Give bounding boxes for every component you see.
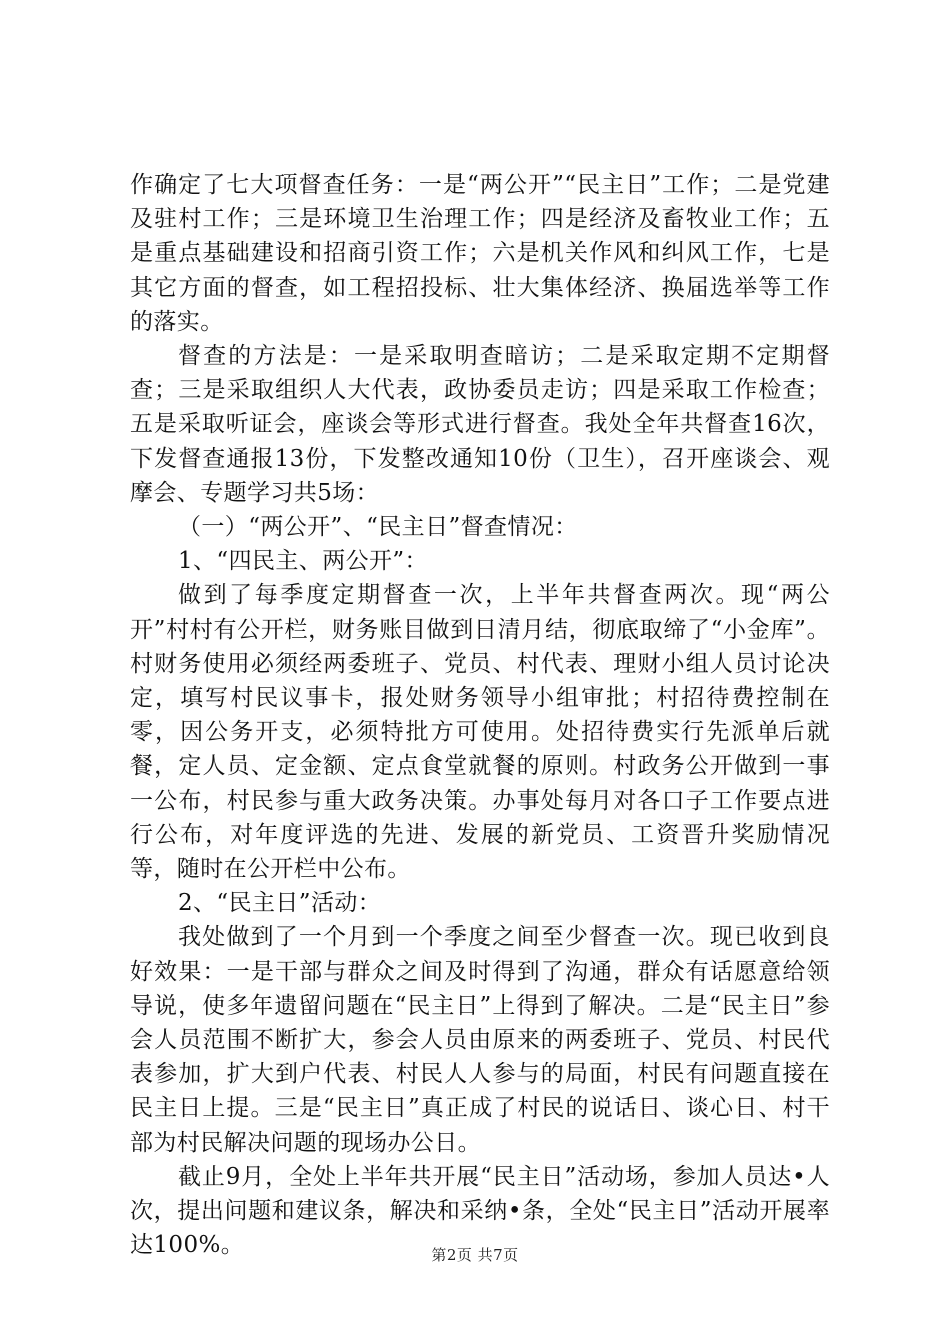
paragraph-inspection-methods: 督查的方法是：一是采取明查暗访；二是采取定期不定期督查；三是采取组织人大代表，政协委员走访；四是采取工作检查；五是采取听证会，座谈会等形式进行督查。我处全年共督查16次，下发督查通报13份，下发整改通知10份（卫生），召开座谈会、观摩会、专题学习共5场： bbox=[130, 343, 830, 506]
paragraph-inspection-tasks: 作确定了七大项督查任务：一是“两公开”“民主日”工作；二是党建及驻村工作；三是环境卫生治理工作；四是经济及畜牧业工作；五是重点基础建设和招商引资工作；六是机关作风和纠风工作，七是其它方面的督查，如工程招投标、壮大集体经济、换届选举等工作的落实。 bbox=[130, 172, 830, 335]
section-heading-two-publics: （一）“两公开”、“民主日”督查情况： bbox=[178, 514, 578, 541]
subheading-four-democracies: 1、“四民主、两公开”： bbox=[178, 548, 428, 575]
subheading-democracy-day: 2、“民主日”活动： bbox=[178, 890, 382, 917]
document-body bbox=[130, 168, 830, 1263]
paragraph-democracy-day-results: 我处做到了一个月到一个季度之间至少督查一次。现已收到良好效果：一是干部与群众之间及时得到了沟通，群众有话愿意给领导说，使多年遗留问题在“民主日”上得到了解决。二是“民主日”参会人员范围不断扩大，参会人员由原来的两委班子、党员、村民代表参加，扩大到户代表、村民人人参与的局面，村民有问题直接在民主日上提。三是“民主日”真正成了村民的说话日、谈心日、村干部为村民解决问题的现场办公日。 bbox=[130, 924, 830, 1156]
paragraph-statistics: 截止9月，全处上半年共开展“民主日”活动场，参加人员达•人次，提出问题和建议条，解决和采纳•条，全处“民主日”活动开展率达100%。 bbox=[130, 1163, 830, 1259]
page-number-footer: 第2页 共7页 bbox=[431, 1246, 519, 1264]
paragraph-quarterly-inspection: 做到了每季度定期督查一次，上半年共督查两次。现“两公开”村村有公开栏，财务账目做到日清月结，彻底取缔了“小金库”。村财务使用必须经两委班子、党员、村代表、理财小组人员讨论决定，填写村民议事卡，报处财务领导小组审批；村招待费控制在零，因公务开支，必须特批方可使用。处招待费实行先派单后就餐，定人员、定金额、定点食堂就餐的原则。村政务公开做到一事一公布，村民参与重大政务决策。办事处每月对各口子工作要点进行公布，对年度评选的先进、发展的新党员、工资晋升奖励情况等，随时在公开栏中公布。 bbox=[130, 582, 830, 883]
